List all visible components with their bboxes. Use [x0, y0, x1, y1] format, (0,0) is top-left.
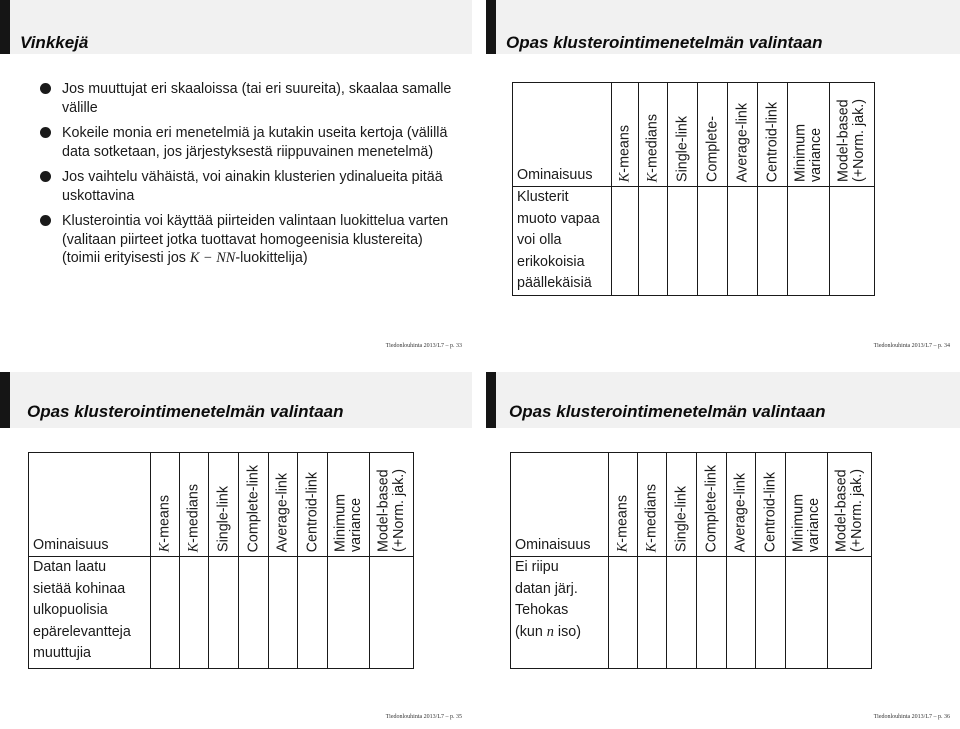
col-model-based-label: Model-based (+Norm. jak.) — [835, 98, 867, 182]
col-average-link-label: Average-link — [733, 102, 750, 182]
table-cell — [786, 557, 828, 669]
table-cell — [638, 557, 667, 669]
col-kmeans — [151, 453, 180, 557]
bullet-dot-icon — [40, 83, 51, 94]
col-kmedians-label: K-medians — [643, 483, 660, 552]
col-minimum-variance-label: Minimum variance — [792, 124, 824, 182]
accent-bar — [486, 0, 496, 54]
bullet-suffix: -luokittelija) — [235, 250, 308, 266]
table-cell — [756, 557, 786, 669]
table-cell — [639, 187, 668, 296]
col-kmedians-label: K-medians — [644, 113, 661, 182]
col-model-based — [828, 453, 872, 557]
table-cell — [728, 187, 758, 296]
table-cell — [698, 187, 728, 296]
bullet-dot-icon — [40, 171, 51, 182]
col-complete-link-label: Complete-link — [702, 464, 719, 552]
col-complete-link — [697, 453, 727, 557]
bullet-item — [40, 80, 460, 117]
bullet-item — [40, 212, 460, 268]
col-kmeans-label: K-means — [616, 124, 633, 182]
slide-title: Vinkkejä — [20, 33, 89, 52]
bullet-text: Jos vaihtelu vähäistä, voi ainakin klusterien ydinalueita pitää uskottavina — [62, 169, 443, 204]
col-single-link — [667, 453, 697, 557]
table-cell — [830, 187, 875, 296]
bullet-dot-icon — [40, 215, 51, 226]
col-kmeans-label: K-means — [156, 494, 173, 552]
col-centroid-link — [758, 83, 788, 187]
table-cell — [328, 557, 370, 669]
table-cell — [612, 187, 639, 296]
slide-34 — [486, 0, 960, 356]
table-cell — [370, 557, 414, 669]
col-kmedians — [180, 453, 209, 557]
bullet-list — [40, 80, 460, 275]
slide-35 — [0, 372, 472, 729]
col-kmeans — [609, 453, 638, 557]
col-kmedians-label: K-medians — [185, 483, 202, 552]
table-cell — [180, 557, 209, 669]
feature-label: Ei riipu datan järj. Tehokas (kun n iso) — [511, 557, 609, 669]
table-cell — [609, 557, 638, 669]
slide-footer: Tiedonlouhinta 2013/L7 – p. 35 — [385, 714, 462, 720]
bullet-item — [40, 124, 460, 161]
slide-title: Opas klusterointimenetelmän valintaan — [509, 402, 826, 421]
slide-footer: Tiedonlouhinta 2013/L7 – p. 33 — [385, 343, 462, 349]
col-single-link — [668, 83, 698, 187]
col-centroid-link-label: Centroid-link — [761, 471, 778, 552]
col-model-based-label: Model-based (+Norm. jak.) — [375, 468, 407, 552]
slide-footer: Tiedonlouhinta 2013/L7 – p. 34 — [873, 343, 950, 349]
feature-header: Ominaisuus — [29, 453, 151, 557]
col-minimum-variance — [788, 83, 830, 187]
table-cell — [697, 557, 727, 669]
slide-title: Opas klusterointimenetelmän valintaan — [506, 33, 823, 52]
col-average-link — [727, 453, 756, 557]
feature-header: Ominaisuus — [511, 453, 609, 557]
table-cell — [151, 557, 180, 669]
col-average-link-label: Average-link — [732, 472, 749, 552]
col-minimum-variance — [786, 453, 828, 557]
bullet-text: Klusterointia voi käyttää piirteiden valintaan luokittelua varten (valitaan piirteet jotka tuottavat homogeenisia klustereita) (toimii erityisesti jos — [62, 213, 449, 266]
bullet-item — [40, 168, 460, 205]
table-cell — [727, 557, 756, 669]
col-average-link-label: Average-link — [274, 472, 291, 552]
accent-bar — [0, 372, 10, 428]
table-cell — [788, 187, 830, 296]
feature-label: Klusterit muoto vapaa voi olla erikokoisia päällekäisiä — [513, 187, 612, 296]
accent-bar — [486, 372, 496, 428]
table-cell — [269, 557, 298, 669]
col-model-based — [830, 83, 875, 187]
col-minimum-variance — [328, 453, 370, 557]
method-table — [512, 82, 875, 296]
col-complete-link-label: Complete- — [703, 116, 720, 182]
col-centroid-link-label: Centroid-link — [303, 471, 320, 552]
bullet-text: Kokeile monia eri menetelmiä ja kutakin useita kertoja (välillä data sotketaan, jos järjestyksestä riippuvainen menetelmä) — [62, 125, 448, 160]
accent-bar — [0, 0, 10, 54]
col-single-link-label: Single-link — [672, 486, 689, 552]
slide-33 — [0, 0, 472, 356]
col-single-link-label: Single-link — [673, 116, 690, 182]
feature-label: Datan laatu sietää kohinaa ulkopuolisia epärelevantteja muuttujia — [29, 557, 151, 669]
slide-title: Opas klusterointimenetelmän valintaan — [27, 402, 344, 421]
slide-footer: Tiedonlouhinta 2013/L7 – p. 36 — [873, 714, 950, 720]
math-knn: K − NN — [189, 250, 236, 266]
feature-header: Ominaisuus — [513, 83, 612, 187]
col-model-based-label: Model-based (+Norm. jak.) — [833, 468, 865, 552]
col-minimum-variance-label: Minimum variance — [332, 494, 364, 552]
method-table — [28, 452, 414, 669]
col-kmeans — [612, 83, 639, 187]
table-cell — [209, 557, 239, 669]
col-average-link — [728, 83, 758, 187]
col-single-link-label: Single-link — [214, 486, 231, 552]
method-table — [510, 452, 872, 669]
table-cell — [668, 187, 698, 296]
col-model-based — [370, 453, 414, 557]
col-kmedians — [639, 83, 668, 187]
col-complete-link — [698, 83, 728, 187]
col-complete-link-label: Complete-link — [244, 464, 261, 552]
col-kmeans-label: K-means — [614, 494, 631, 552]
table-cell — [758, 187, 788, 296]
col-single-link — [209, 453, 239, 557]
col-average-link — [269, 453, 298, 557]
table-cell — [667, 557, 697, 669]
math-n: n — [546, 623, 554, 640]
table-cell — [828, 557, 872, 669]
bullet-dot-icon — [40, 127, 51, 138]
col-centroid-link — [298, 453, 328, 557]
col-minimum-variance-label: Minimum variance — [790, 494, 822, 552]
col-kmedians — [638, 453, 667, 557]
col-centroid-link-label: Centroid-link — [763, 101, 780, 182]
slide-36 — [486, 372, 960, 729]
col-centroid-link — [756, 453, 786, 557]
table-cell — [239, 557, 269, 669]
bullet-text: Jos muuttujat eri skaaloissa (tai eri suureita), skaalaa samalle välille — [62, 81, 452, 116]
col-complete-link — [239, 453, 269, 557]
table-cell — [298, 557, 328, 669]
